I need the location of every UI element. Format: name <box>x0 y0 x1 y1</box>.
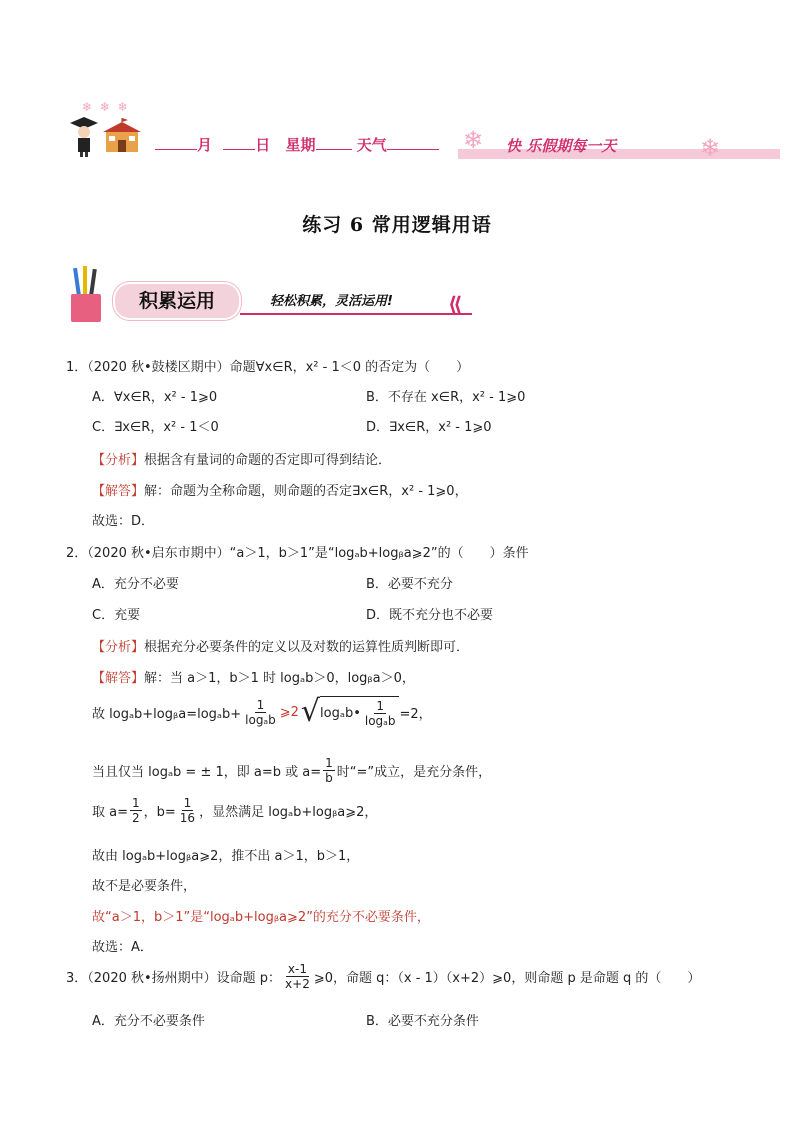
q2-answer-line7: 故“a＞1，b＞1”是“logₐb+logᵦa⩾2”的充分不必要条件， <box>92 910 430 925</box>
fraction-denominator: b <box>325 771 333 785</box>
q2-option-b: B．必要不充分 <box>366 577 453 592</box>
expr-text: 3．（2020 秋•扬州期中）设命题 p： <box>66 971 282 986</box>
expr-text: 故 logₐb+logᵦa=logₐb+ <box>92 706 242 722</box>
q1-option-d: D．∃x∈R，x² - 1⩾0 <box>366 420 492 435</box>
weekday-label: 星期 <box>285 136 316 154</box>
expr-text: ，b= <box>143 805 176 820</box>
month-label: 月 <box>197 136 213 154</box>
answer-tag: 【解答】 <box>92 484 145 499</box>
expr-text: ，显然满足 logₐb+logᵦa⩾2， <box>199 805 378 820</box>
q2-answer-line6: 故不是必要条件， <box>92 879 197 894</box>
analysis-text: 根据充分必要条件的定义以及对数的运算性质判断即可． <box>144 640 470 655</box>
section-motto: 轻松积累，灵活运用! <box>270 294 393 309</box>
q2-answer-line2 <box>92 696 432 728</box>
fraction-denominator: x+2 <box>285 977 310 991</box>
motto-underline <box>240 313 472 315</box>
weather-label: 天气 <box>356 136 387 154</box>
fraction <box>363 699 398 728</box>
q1-answer <box>92 480 468 499</box>
q2-choice: 故选：A． <box>92 940 153 955</box>
q2-analysis <box>92 636 469 655</box>
fraction-denominator: logₐb <box>245 712 276 727</box>
fraction <box>130 796 142 825</box>
analysis-text: 根据含有量词的命题的否定即可得到结论． <box>144 453 392 468</box>
q1-option-b: B．不存在 x∈R，x² - 1⩾0 <box>366 390 526 405</box>
date-line <box>155 134 439 155</box>
page-title: 练习 6 常用逻辑用语 <box>302 214 492 236</box>
answer-text: 解：当 a＞1，b＞1 时 logₐb＞0，logᵦa＞0， <box>144 671 415 686</box>
expr-text: 时“=”成立，是充分条件， <box>336 765 492 780</box>
day-label: 日 <box>255 136 271 154</box>
q2-answer-line5: 故由 logₐb+logᵦa⩾2，推不出 a＞1，b＞1， <box>92 849 360 864</box>
analysis-tag: 【分析】 <box>92 453 145 468</box>
q3-option-b: B．必要不充分条件 <box>366 1014 479 1029</box>
section-badge <box>113 282 241 320</box>
q3-stem <box>66 962 700 991</box>
fraction-numerator: 1 <box>183 796 192 810</box>
snowflake-decor-icon: ❄ ❄ ❄ <box>82 100 130 114</box>
fraction-numerator: 1 <box>325 756 333 770</box>
fraction <box>243 698 278 727</box>
graduate-icon <box>66 115 102 157</box>
q1-analysis <box>92 449 391 468</box>
fraction <box>323 756 335 785</box>
q1-option-a: A．∀x∈R，x² - 1⩾0 <box>92 390 218 405</box>
section-label: 积累运用 <box>138 290 215 312</box>
q2-answer-line3 <box>92 756 491 785</box>
fraction <box>178 796 197 825</box>
pencil-cup-icon <box>67 266 105 324</box>
expr-text: ⩾0，命题 q：（x - 1）（x+2）⩾0，则命题 p 是命题 q 的（ ） <box>313 971 701 986</box>
answer-tag: 【解答】 <box>92 671 145 686</box>
expr-text: 取 a= <box>92 805 128 820</box>
fraction-numerator: 1 <box>376 699 384 713</box>
q3-option-a: A．充分不必要条件 <box>92 1014 205 1029</box>
q2-option-c: C．充要 <box>92 608 141 623</box>
snowflake-icon: ❄ <box>700 134 721 162</box>
q2-option-d: D．既不充分也不必要 <box>366 608 494 623</box>
fraction-denominator: 16 <box>179 811 196 825</box>
q1-choice: 故选：D． <box>92 514 155 529</box>
sqrt-body <box>320 696 399 728</box>
fraction-numerator: 1 <box>132 796 140 810</box>
expr-text: 当且仅当 logₐb = ± 1，即 a=b 或 a= <box>92 765 322 780</box>
q2-option-a: A．充分不必要 <box>92 577 179 592</box>
expr-text: logₐb• <box>320 706 361 721</box>
analysis-tag: 【分析】 <box>92 640 145 655</box>
expr-text: ⩾2 <box>279 704 299 720</box>
sqrt-icon: √ <box>300 694 321 729</box>
slogan: 快 乐假期每一天 <box>506 137 617 155</box>
snowflake-icon: ❄ <box>463 126 484 154</box>
q1-option-c: C．∃x∈R，x² - 1＜0 <box>92 420 219 435</box>
fraction <box>283 962 312 991</box>
q2-stem: 2．（2020 秋•启东市期中）“a＞1，b＞1”是“logₐb+logᵦa⩾2”的（ ）条件 <box>66 546 529 561</box>
q1-stem: 1．（2020 秋•鼓楼区期中）命题∀x∈R，x² - 1＜0 的否定为（ ） <box>66 360 470 375</box>
expr-text: =2， <box>399 706 432 722</box>
fraction-denominator: 2 <box>132 811 140 825</box>
q2-answer-line4 <box>92 796 377 825</box>
fraction-denominator: logₐb <box>364 714 396 728</box>
double-arrow-icon: ⟪ <box>448 292 463 316</box>
fraction-numerator: x-1 <box>287 962 307 976</box>
answer-text: 解：命题为全称命题，则命题的否定∃x∈R，x² - 1⩾0， <box>144 484 468 499</box>
q2-answer-line1 <box>92 667 415 686</box>
fraction-numerator: 1 <box>256 697 265 712</box>
school-icon <box>101 118 143 154</box>
